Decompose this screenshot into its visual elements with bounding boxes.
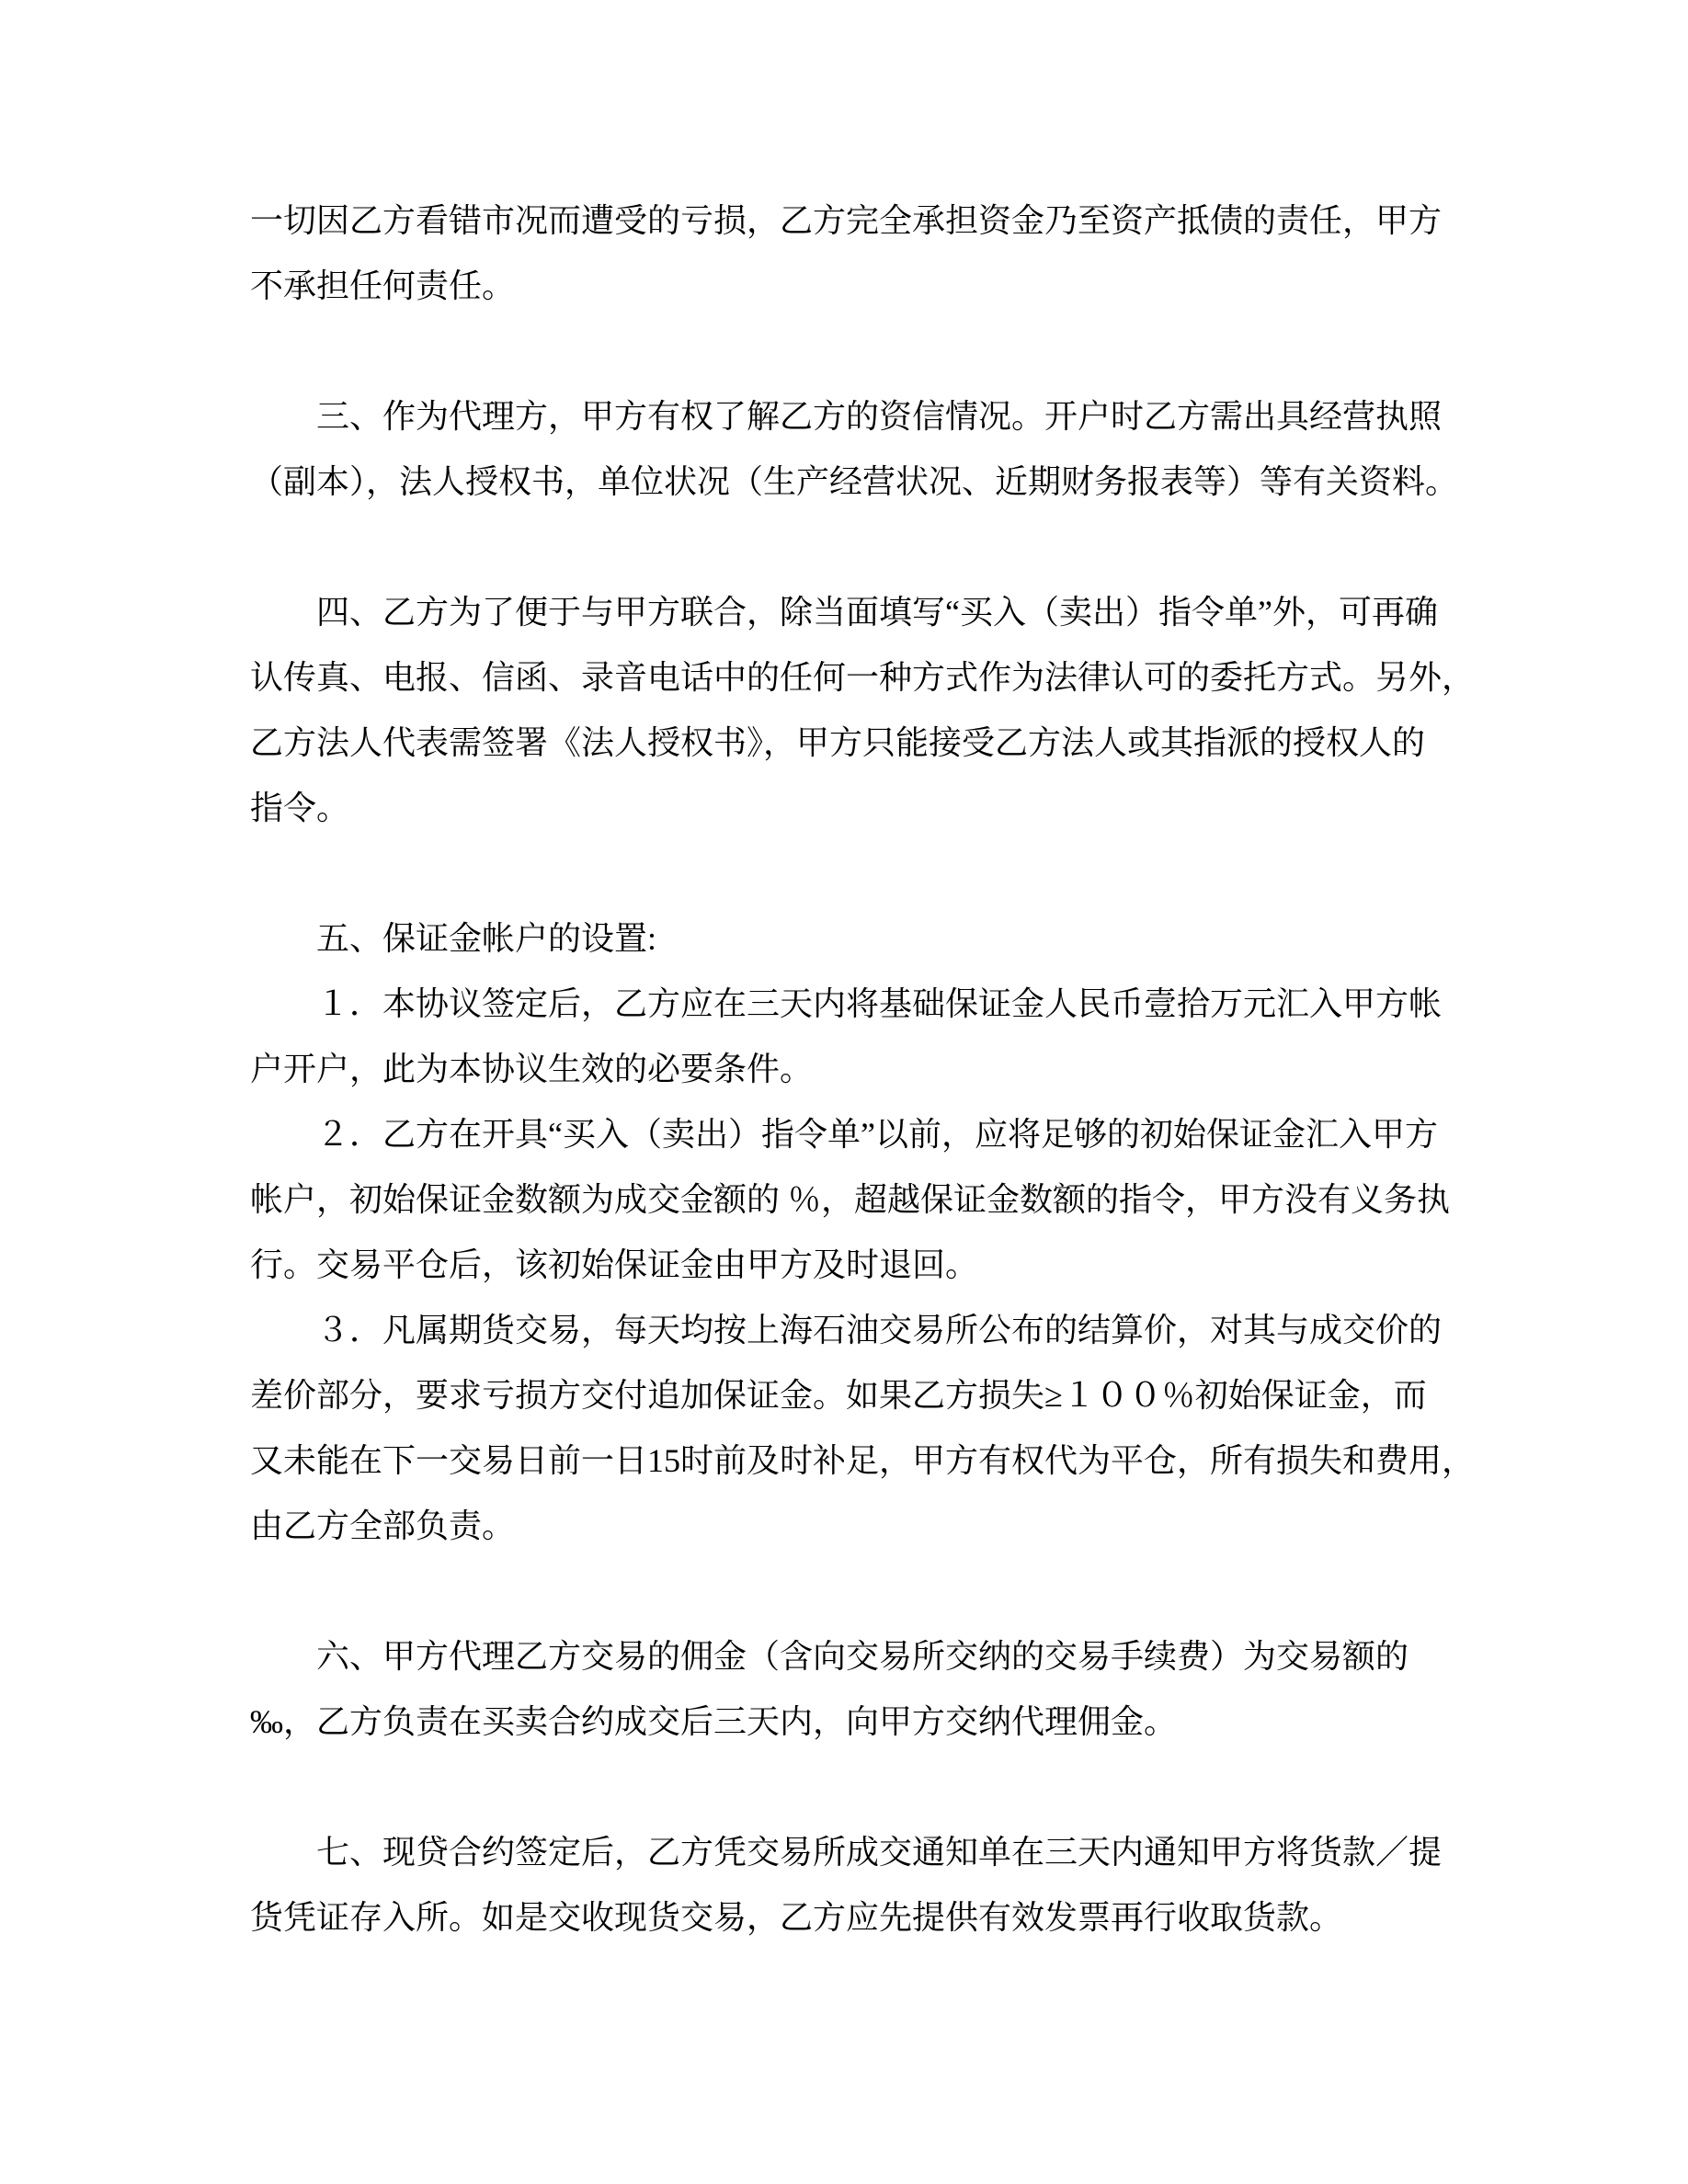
text-line: 又未能在下一交易日前一日15时前及时补足，甲方有权代为平仓，所有损失和费用， xyxy=(250,1442,1476,1479)
text-line: ‰，乙方负责在买卖合约成交后三天内，向甲方交纳代理佣金。 xyxy=(250,1703,1178,1740)
document-body xyxy=(250,188,1476,1951)
text-line: 五、保证金帐户的设置: xyxy=(250,920,657,957)
text-line: 差价部分，要求亏损方交付追加保证金。如果乙方损失≥１００％初始保证金，而 xyxy=(250,1377,1427,1414)
text-line: 指令。 xyxy=(250,790,350,826)
text-line: 一切因乙方看错市况而遭受的亏损，乙方完全承担资金乃至资产抵债的责任，甲方 xyxy=(250,202,1443,239)
paragraph-clause-2-continuation xyxy=(250,188,1454,319)
text-line: 帐户，初始保证金数额为成交金额的 ％，超越保证金数额的指令，甲方没有义务执 xyxy=(250,1181,1451,1218)
text-line: 三、作为代理方，甲方有权了解乙方的资信情况。开户时乙方需出具经营执照 xyxy=(250,398,1443,435)
text-line: 不承担任何责任。 xyxy=(250,267,516,304)
text-line: （副本），法人授权书，单位状况（生产经营状况、近期财务报表等）等有关资料。 xyxy=(250,463,1459,500)
text-line: 户开户，此为本协议生效的必要条件。 xyxy=(250,1051,814,1087)
paragraph-clause-7 xyxy=(250,1820,1454,1951)
text-line: 货凭证存入所。如是交收现货交易，乙方应先提供有效发票再行收取货款。 xyxy=(250,1899,1343,1936)
paragraph-clause-6 xyxy=(250,1624,1454,1755)
paragraph-clause-5 xyxy=(250,906,1476,1559)
text-line: 七、现贷合约签定后，乙方凭交易所成交通知单在三天内通知甲方将货款／提 xyxy=(250,1834,1443,1871)
text-line: 行。交易平仓后，该初始保证金由甲方及时退回。 xyxy=(250,1246,979,1283)
text-line: 由乙方全部负责。 xyxy=(250,1507,516,1544)
text-line: ２．乙方在开具“买入（卖出）指令单”以前，应将足够的初始保证金汇入甲方 xyxy=(250,1116,1438,1153)
text-line: 六、甲方代理乙方交易的佣金（含向交易所交纳的交易手续费）为交易额的 xyxy=(250,1638,1409,1675)
text-line: 四、乙方为了便于与甲方联合，除当面填写“买入（卖出）指令单”外，可再确 xyxy=(250,594,1438,631)
text-line: １．本协议签定后，乙方应在三天内将基础保证金人民币壹拾万元汇入甲方帐 xyxy=(250,985,1443,1022)
paragraph-clause-4 xyxy=(250,580,1476,841)
paragraph-clause-3 xyxy=(250,384,1459,515)
text-line: 乙方法人代表需签署《法人授权书》，甲方只能接受乙方法人或其指派的授权人的 xyxy=(250,724,1426,761)
text-line: ３．凡属期货交易，每天均按上海石油交易所公布的结算价，对其与成交价的 xyxy=(250,1312,1443,1348)
text-line: 认传真、电报、信函、录音电话中的任何一种方式作为法律认可的委托方式。另外， xyxy=(250,659,1476,696)
